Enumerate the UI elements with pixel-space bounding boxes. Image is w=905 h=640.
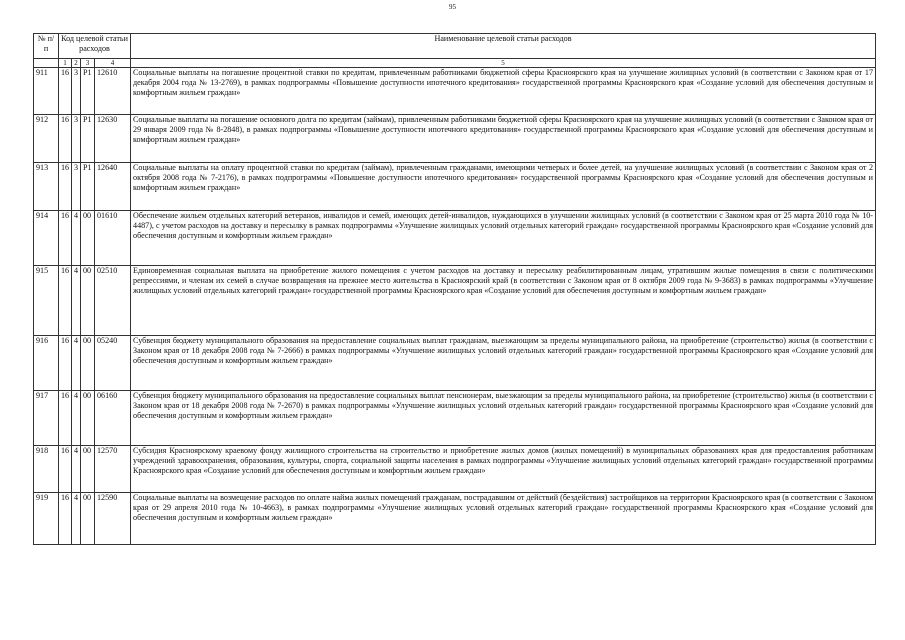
target-item-name: Субвенция бюджету муниципального образования на предоставление социальных выплат гражданам, выезжающим за пределы муниципального района, на приобретение (строительство) жилья (в соответствии с Законом края от 18 декабря 2008 года № 7-2666) в рамках подпрограммы «Улучшение жилищных условий отдельных категорий граждан» государственной программы Красноярского края «Создание условий для обеспечения доступным и комфортным жильем граждан» — [131, 336, 876, 391]
code-part-1: 16 — [59, 446, 72, 493]
table-body — [34, 68, 876, 545]
row-number: 914 — [34, 211, 59, 266]
table-row — [34, 68, 876, 115]
table-row — [34, 163, 876, 211]
header-num-blank — [34, 59, 59, 68]
header-num-2: 2 — [72, 59, 81, 68]
table-row — [34, 336, 876, 391]
code-part-4: 12570 — [95, 446, 131, 493]
code-part-3: 00 — [81, 493, 95, 545]
code-part-3: 00 — [81, 446, 95, 493]
code-part-2: 3 — [72, 68, 81, 115]
row-number: 912 — [34, 115, 59, 163]
target-item-name: Обеспечение жильем отдельных категорий ветеранов, инвалидов и семей, имеющих детей-инвалидов, нуждающихся в улучшении жилищных условий (в соответствии с Законом края от 25 марта 2010 года № 10-4487), с учетом расходов на доставку и пересылку в рамках подпрограммы «Улучшение жилищных условий отдельных категорий граждан» государственной программы Красноярского края «Создание условий для обеспечения доступным и комфортным жильем граждан» — [131, 211, 876, 266]
code-part-4: 02510 — [95, 266, 131, 336]
header-num-1: 1 — [59, 59, 72, 68]
header-target-code: Код целевой статьи расходов — [59, 34, 131, 59]
code-part-4: 06160 — [95, 391, 131, 446]
header-row-number: № п/п — [34, 34, 59, 59]
code-part-2: 4 — [72, 336, 81, 391]
target-item-name: Социальные выплаты на возмещение расходов по оплате найма жилых помещений гражданам, пострадавшим от действий (бездействия) застройщиков на территории Красноярского края (в соответствии с Законом края от 29 апреля 2010 года № 10-4663), в рамках подпрограммы «Улучшение жилищных условий отдельных категорий граждан» государственной программы Красноярского края «Создание условий для обеспечения доступным и комфортным жильем граждан» — [131, 493, 876, 545]
target-item-name: Субвенция бюджету муниципального образования на предоставление социальных выплат пенсионерам, выезжающим за пределы муниципального района, на приобретение (строительство) жилья (в соответствии с Законом края от 18 декабря 2008 года № 7-2670) в рамках подпрограммы «Улучшение жилищных условий отдельных категорий граждан» государственной программы Красноярского края «Создание условий для обеспечения доступным и комфортным жильем граждан» — [131, 391, 876, 446]
code-part-2: 4 — [72, 493, 81, 545]
code-part-2: 4 — [72, 211, 81, 266]
table-row — [34, 391, 876, 446]
code-part-1: 16 — [59, 163, 72, 211]
code-part-4: 05240 — [95, 336, 131, 391]
row-number: 917 — [34, 391, 59, 446]
page-number: 95 — [449, 3, 456, 11]
table-row — [34, 446, 876, 493]
row-number: 918 — [34, 446, 59, 493]
target-item-name: Единовременная социальная выплата на приобретение жилого помещения с учетом расходов на доставку и пересылку реабилитированным лицам, утратившим жилые помещения в связи с политическими репрессиями, и членам их семей в случае возвращения на прежнее место жительства в Красноярский край (в соответствии с Законом края от 8 октября 2009 года № 9-3683) в рамках подпрограммы «Улучшение жилищных условий отдельных категорий граждан» государственной программы Красноярского края «Создание условий для обеспечения доступным и комфортным жильем граждан» — [131, 266, 876, 336]
target-item-name: Социальные выплаты на погашение основного долга по кредитам (займам), привлеченным работниками бюджетной сферы Красноярского края на улучшение жилищных условий (в соответствии с Законом края от 29 января 2009 года № 8-2848), в рамках подпрограммы «Повышение доступности ипотечного кредитования» государственной программы Красноярского края «Создание условий для обеспечения доступным и комфортным жильем граждан» — [131, 115, 876, 163]
code-part-3: Р1 — [81, 68, 95, 115]
table-row — [34, 266, 876, 336]
code-part-2: 4 — [72, 266, 81, 336]
code-part-2: 3 — [72, 163, 81, 211]
code-part-1: 16 — [59, 115, 72, 163]
row-number: 911 — [34, 68, 59, 115]
code-part-2: 3 — [72, 115, 81, 163]
code-part-3: Р1 — [81, 115, 95, 163]
budget-classification-table — [33, 33, 876, 545]
code-part-4: 12610 — [95, 68, 131, 115]
header-target-name: Наименование целевой статьи расходов — [131, 34, 876, 59]
code-part-4: 12630 — [95, 115, 131, 163]
table-row — [34, 493, 876, 545]
target-item-name: Субсидия Красноярскому краевому фонду жилищного строительства на строительство и приобретение жилых домов (жилых помещений) в муниципальных образованиях края для предоставления работникам учреждений здравоохранения, образования, культуры, спорта, социальной защиты населения в рамках подпрограммы «Улучшение жилищных условий отдельных категорий граждан» государственной программы Красноярского края «Создание условий для обеспечения доступным и комфортным жильем граждан» — [131, 446, 876, 493]
table-row — [34, 115, 876, 163]
header-num-5: 5 — [131, 59, 876, 68]
code-part-3: 00 — [81, 336, 95, 391]
row-number: 916 — [34, 336, 59, 391]
code-part-1: 16 — [59, 336, 72, 391]
table-row — [34, 211, 876, 266]
code-part-1: 16 — [59, 211, 72, 266]
code-part-3: 00 — [81, 391, 95, 446]
row-number: 913 — [34, 163, 59, 211]
target-item-name: Социальные выплаты на оплату процентной ставки по кредитам (займам), привлеченным гражданами, имеющими четверых и более детей, на улучшение жилищных условий (в соответствии с Законом края от 2 октября 2008 года № 7-2176), в рамках подпрограммы «Повышение доступности ипотечного кредитования» государственной программы Красноярского края «Создание условий для обеспечения доступным и комфортным жильем граждан» — [131, 163, 876, 211]
code-part-1: 16 — [59, 493, 72, 545]
target-item-name: Социальные выплаты на погашение процентной ставки по кредитам, привлеченным работниками бюджетной сферы Красноярского края на улучшение жилищных условий (в соответствии с Законом края от 17 декабря 2004 года № 13-2769), в рамках подпрограммы «Повышение доступности ипотечного кредитования» государственной программы Красноярского края «Создание условий для обеспечения доступным и комфортным жильем граждан» — [131, 68, 876, 115]
row-number: 919 — [34, 493, 59, 545]
code-part-4: 12640 — [95, 163, 131, 211]
row-number: 915 — [34, 266, 59, 336]
header-column-numbers — [34, 59, 876, 68]
code-part-1: 16 — [59, 391, 72, 446]
header-num-3: 3 — [81, 59, 95, 68]
code-part-1: 16 — [59, 266, 72, 336]
header-num-4: 4 — [95, 59, 131, 68]
code-part-3: 00 — [81, 266, 95, 336]
code-part-3: Р1 — [81, 163, 95, 211]
code-part-4: 01610 — [95, 211, 131, 266]
code-part-4: 12590 — [95, 493, 131, 545]
code-part-2: 4 — [72, 391, 81, 446]
code-part-2: 4 — [72, 446, 81, 493]
code-part-3: 00 — [81, 211, 95, 266]
code-part-1: 16 — [59, 68, 72, 115]
